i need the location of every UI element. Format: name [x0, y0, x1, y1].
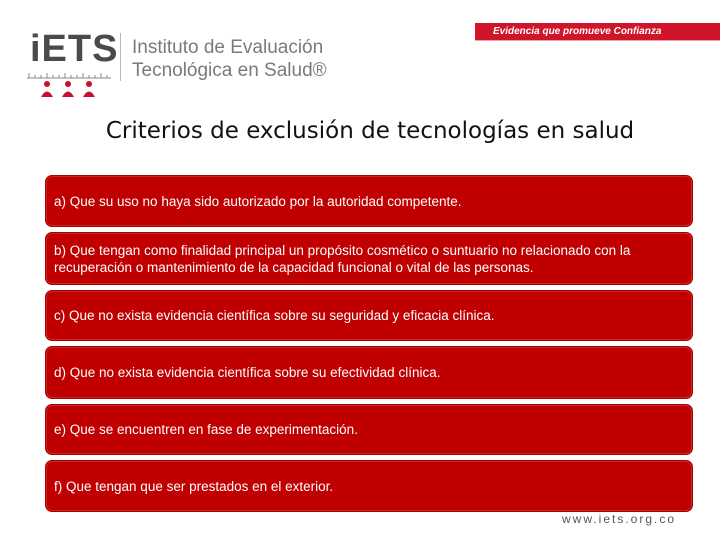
- criterion-text: f) Que tengan que ser prestados en el exterior.: [54, 478, 334, 494]
- criterion-text: a) Que su uso no haya sido autorizado por la autoridad competente.: [54, 193, 462, 209]
- tagline-bar: [475, 23, 720, 40]
- criterion-c: [45, 290, 693, 341]
- criterion-f: [45, 460, 693, 512]
- logo-divider: [120, 33, 121, 81]
- ruler-icon: [27, 72, 111, 80]
- logo-wordmark: iETS: [30, 28, 119, 70]
- criteria-list: [45, 175, 693, 517]
- criterion-a: [45, 175, 693, 227]
- criterion-text: e) Que se encuentren en fase de experimentación.: [54, 422, 358, 437]
- criterion-text: d) Que no exista evidencia científica sobre su efectividad clínica.: [54, 365, 441, 380]
- institute-name: Instituto de Evaluación Tecnológica en Salud®: [132, 37, 327, 81]
- tagline: Evidencia que promueve Confianza: [493, 26, 662, 37]
- three-people-icon: [40, 80, 96, 98]
- tagline-rule: [475, 40, 720, 41]
- criterion-d: [45, 346, 693, 399]
- criterion-text: c) Que no exista evidencia científica sobre su seguridad y eficacia clínica.: [54, 308, 495, 323]
- footer-url[interactable]: www.iets.org.co: [562, 512, 677, 526]
- criterion-b: [45, 232, 693, 285]
- page-title: Criterios de exclusión de tecnologías en salud: [105, 118, 635, 144]
- criterion-e: [45, 404, 693, 455]
- criterion-text: b) Que tengan como finalidad principal un propósito cosmético o suntuario no relacionado con la recuperación o mantenimiento de la capacidad funcional o vital de las personas.: [54, 242, 631, 275]
